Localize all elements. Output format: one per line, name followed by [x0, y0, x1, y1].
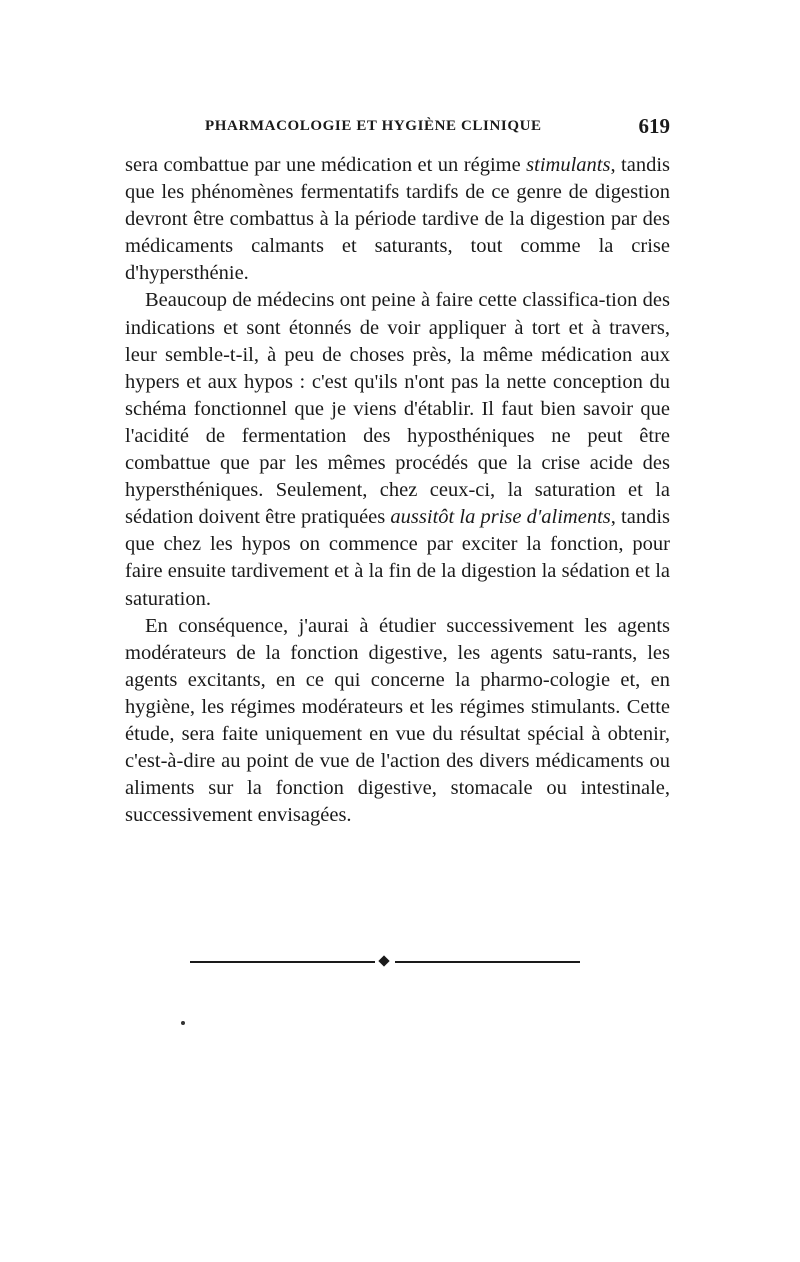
diamond-rule-icon — [190, 955, 580, 967]
paragraph-2-after: , tandis que chez les hypos on commence par exciter la fonction, pour faire ensuite tardivement et à la fin de la digestion la sédation et la saturation. — [125, 506, 671, 610]
running-head — [125, 114, 670, 138]
paragraph-1-text: sera combattue par une médication et un régime — [125, 154, 527, 176]
paragraph-3-text: En conséquence, j'aurai à étudier successivement les agents modérateurs de la fonction digestive, les agents satu-rants, les agents excitants, en ce qui concerne la pharmo-cologie et, en hygiène, les régimes modérateurs et les régimes stimulants. Cette étude, sera faite uniquement en vue du résultat spécial à obtenir, c'est-à-dire au point de vue de l'action des divers médicaments ou aliments sur la fonction digestive, stomacale ou intestinale, successivement envisagées. — [125, 614, 670, 827]
ornament-rule-left — [190, 961, 375, 963]
paragraph-2-italic: aussitôt la prise d'aliments — [390, 506, 611, 529]
paragraph-2 — [125, 287, 670, 612]
paragraph-1-after: , tandis que les phénomènes fermentatifs tardifs de ce genre de digestion devront être combattus à la période tardive de la digestion par des médicaments calmants et saturants, tout comme la crise d'hypersthénie. — [125, 154, 671, 285]
paragraph-2-text: Beaucoup de médecins ont peine à faire cette classifica-tion des indications et sont étonnés de voir appliquer à tort et à travers, leur semble-t-il, à peu de choses près, la même médication aux hypers et aux hypos : c'est qu'ils n'ont pas la nette conception du schéma fonctionnel que je viens d'établir. Il faut bien savoir que l'acidité de fermentation des hyposthéniques ne peut être combattue que par les mêmes procédés que la crise acide des hypersthéniques. Seulement, chez ceux-ci, la saturation et la sédation doivent être pratiquées — [125, 289, 670, 529]
page-number: 619 — [638, 114, 670, 138]
running-title: PHARMACOLOGIE ET HYGIÈNE CLINIQUE — [205, 118, 542, 134]
body-text — [125, 152, 670, 829]
paragraph-3 — [125, 613, 670, 830]
ornament-rule-right — [395, 961, 580, 963]
paragraph-1-italic: stimulants — [526, 154, 611, 176]
ornament-diamond — [378, 955, 389, 966]
stray-ink-dot — [181, 1021, 185, 1025]
paragraph-1 — [125, 152, 670, 287]
